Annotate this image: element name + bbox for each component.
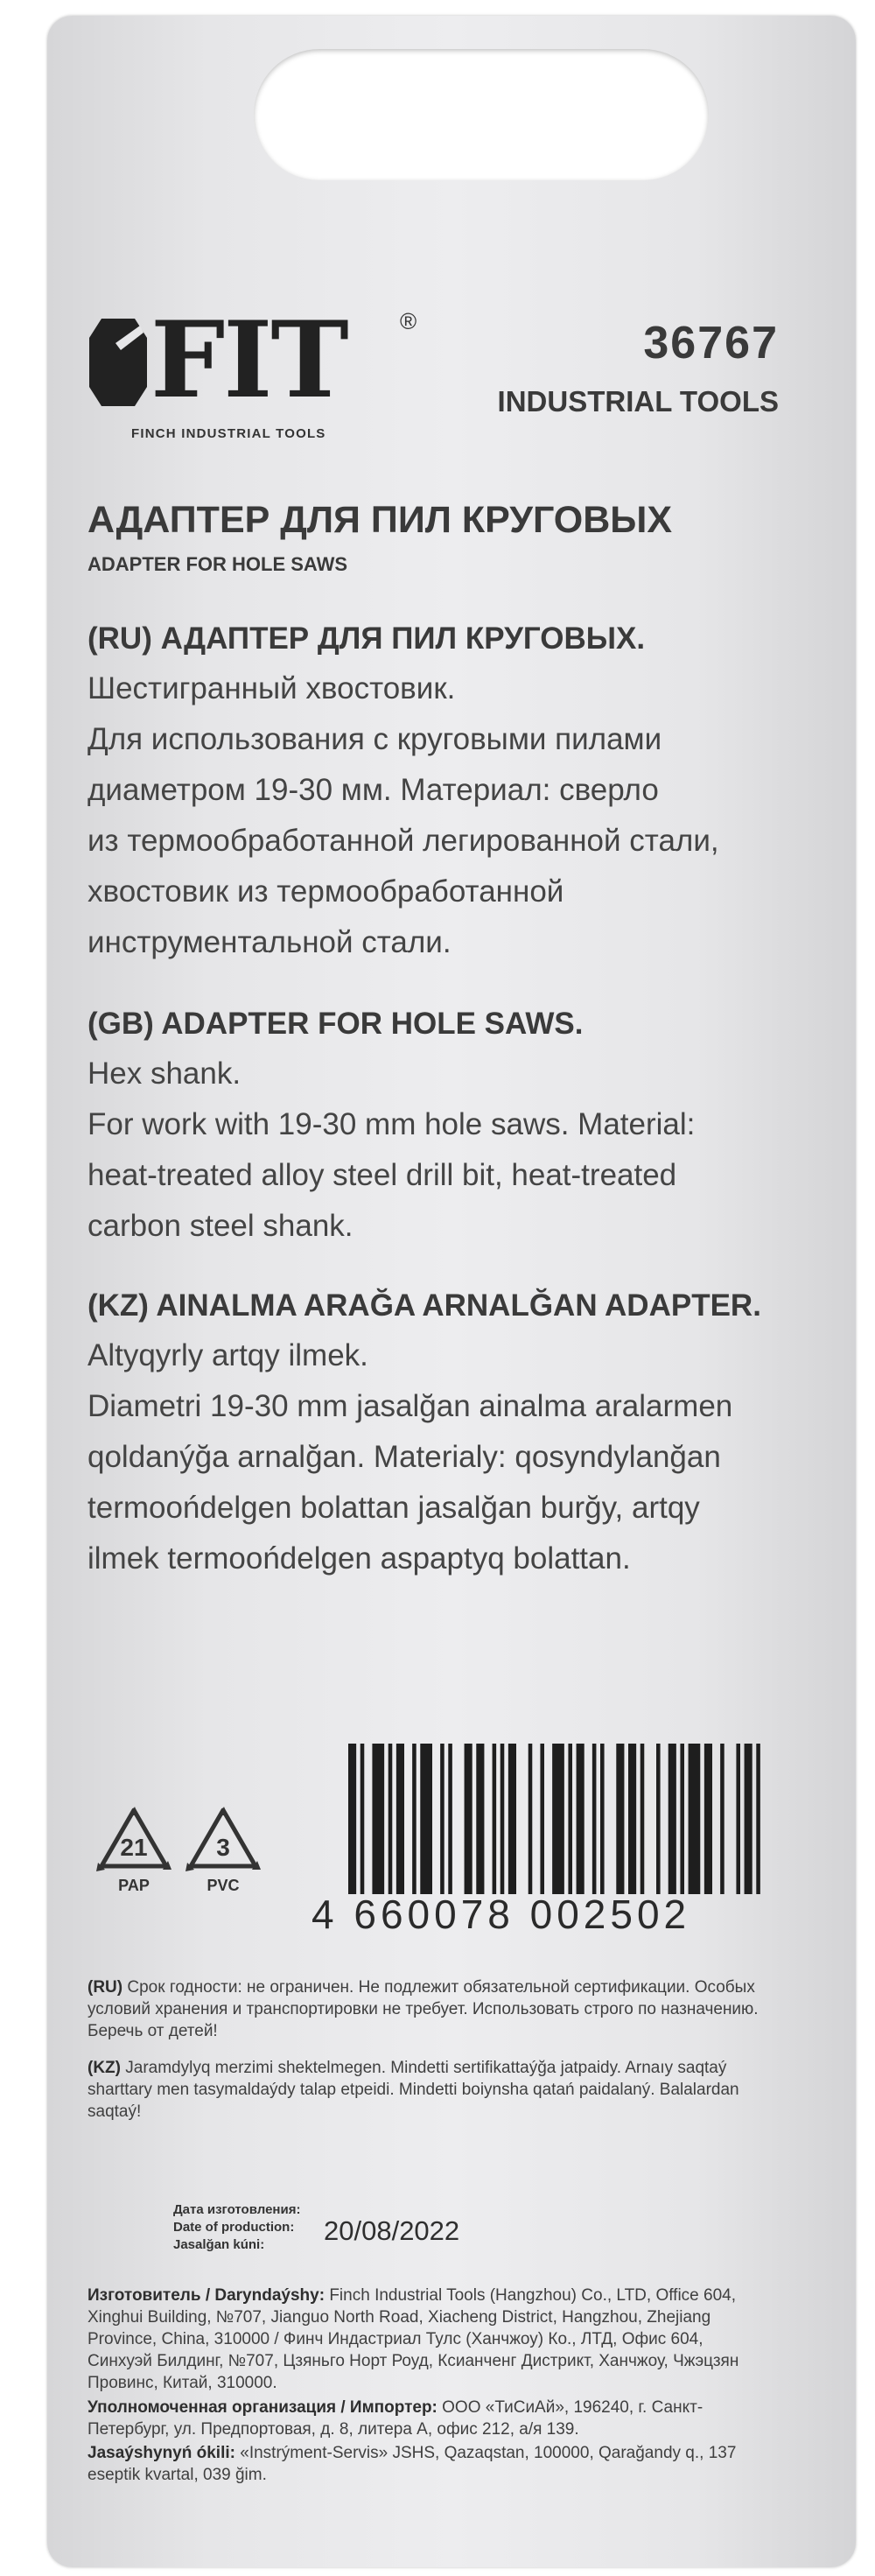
gb-description: Hex shank. For work with 19-30 mm hole saws. Material: heat-treated alloy steel drill bit, heat-treated carbon steel shank. (88, 1056, 696, 1243)
barcode-bar (508, 1744, 516, 1894)
manufacturer-text: Finch Industrial Tools (Hangzhou) Co., LTD, Office 604, Xinghui Building, №707, Jianguo North Road, Xiacheng District, Hangzhou, Zhejiang Province, China, 310000 / Финч Индастриал Тулс (Ханчжоу) Ко., ЛТД, Офис 604, Синхуэй Билдинг, №707, Цзяньго Норт Роуд, Ксианченг Дистрикт, Ханчжоу, Чжэцзян Провинс, Китай, 310000. (88, 2286, 739, 2392)
ean-barcode (348, 1744, 768, 1894)
barcode-bar (493, 1744, 497, 1894)
kz-heading: (KZ) AINALMA ARAĞA ARNALĞAN ADAPTER. (88, 1288, 761, 1323)
barcode-bar (592, 1744, 597, 1894)
barcode-bar (640, 1744, 645, 1894)
gb-heading: (GB) ADAPTER FOR HOLE SAWS. (88, 1007, 584, 1041)
barcode-bar (628, 1744, 636, 1894)
ru-description: Шестигранный хвостовик. Для использования с круговыми пилами диаметром 19-30 мм. Материал: сверло из термообработанной легированной стали, хвостовик из термообработанной инструментальной стали. (88, 671, 719, 959)
kz-tag: (KZ) (88, 2059, 121, 2077)
barcode-bar (440, 1744, 444, 1894)
barcode-bar (756, 1744, 760, 1894)
barcode-bar (360, 1744, 365, 1894)
pap-label: PAP (118, 1877, 150, 1894)
production-date: 20/08/2022 (324, 2215, 460, 2246)
barcode-bar (600, 1744, 605, 1894)
recycle-pvc-symbol (184, 1803, 262, 1894)
barcode-bar (388, 1744, 393, 1894)
kz-description: Altyqyrly artqy ilmek. Diametri 19-30 mm jasalğan ainalma aralarmen qoldanýğa arnalğan. Materialy: qosyndylanğan termoońdelgen bolattan jasalğan burğy, artqy ilmek termoońdelgen aspaptyq bolattan. (88, 1338, 733, 1576)
barcode-bar (668, 1744, 676, 1894)
ru-fine-text: Срок годности: не ограничен. Не подлежит обязательной сертификации. Особых условий хранения и транспортировки не требует. Использовать строго по назначению. Беречь от детей! (88, 1978, 759, 2040)
product-code: 36767 (643, 318, 779, 369)
date-label-ru: Дата изготовления: (173, 2202, 301, 2217)
recycle-triangle-icon (94, 1803, 173, 1882)
hang-hole (254, 49, 709, 180)
product-subtitle: ADAPTER FOR HOLE SAWS (88, 553, 348, 575)
barcode-bar (540, 1744, 544, 1894)
ru-heading: (RU) АДАПТЕР ДЛЯ ПИЛ КРУГОВЫХ. (88, 621, 646, 656)
production-date-labels (173, 2201, 300, 2254)
barcode-bar (412, 1744, 416, 1894)
barcode-bar (704, 1744, 712, 1894)
barcode-bar (689, 1744, 701, 1894)
registered-mark: ® (400, 308, 417, 334)
barcode-bar (616, 1744, 624, 1894)
date-label-en: Date of production: (173, 2220, 295, 2235)
barcode-bar (420, 1744, 432, 1894)
brand-subtitle: FINCH INDUSTRIAL TOOLS (131, 426, 326, 441)
barcode-bar (568, 1744, 572, 1894)
barcode-bar (745, 1744, 752, 1894)
barcode-bar (552, 1744, 564, 1894)
barcode-bar (528, 1744, 533, 1894)
kz-rep-text: «Instrýment-Servis» JSHS, Qazaqstan, 100000, Qarağandy q., 137 eseptik kvartal, 039 ğim. (88, 2444, 737, 2484)
pap-number: 21 (120, 1834, 148, 1861)
barcode-bar (720, 1744, 724, 1894)
barcode-bar (500, 1744, 505, 1894)
brand-name: FIT (150, 298, 347, 422)
manufacturer-info (88, 2285, 761, 2394)
ru-tag: (RU) (88, 1978, 123, 1997)
kz-representative-info (88, 2442, 761, 2486)
barcode-bar (396, 1744, 404, 1894)
kz-fine-print (88, 2057, 761, 2123)
barcode-bar (577, 1744, 584, 1894)
barcode-bar (736, 1744, 740, 1894)
barcode-bar (680, 1744, 684, 1894)
recycle-pap-symbol (94, 1803, 173, 1894)
barcode-bar (656, 1744, 661, 1894)
barcode-bar (476, 1744, 484, 1894)
industrial-tools-label: INDUSTRIAL TOOLS (497, 385, 779, 418)
manufacturer-label: Изготовитель / Daryndaýshy: (88, 2286, 326, 2305)
importer-label: Уполномоченная организация / Импортер: (88, 2398, 438, 2417)
importer-info (88, 2397, 761, 2440)
hex-wrench-icon (89, 319, 147, 406)
barcode-bar (372, 1744, 384, 1894)
product-title: АДАПТЕР ДЛЯ ПИЛ КРУГОВЫХ (88, 499, 673, 541)
kz-fine-text: Jaramdylyq merzimi shektelmegen. Mindetti sertifikattaýğa jatpaidy. Arnaıy saqtaý sharttary men tasymaldaýdy talap etpeidi. Mindetti boiynsha qatań paidalaný. Balalardan saqtaý! (88, 2059, 739, 2121)
barcode-bar (465, 1744, 472, 1894)
importer-text: ООО «ТиСиАй», 196240, г. Санкт-Петербург, ул. Предпортовая, д. 8, литера А, офис 212, а/я 139. (88, 2398, 704, 2439)
barcode-number: 4 660078 002502 (312, 1892, 691, 1937)
recycle-triangle-icon (184, 1803, 262, 1882)
pvc-number: 3 (216, 1834, 230, 1861)
date-label-kz: Jasalğan kúni: (173, 2237, 265, 2252)
ru-fine-print (88, 1976, 761, 2042)
kz-rep-label: Jasaýshynyń ókili: (88, 2444, 235, 2462)
barcode-bar (448, 1744, 452, 1894)
barcode-bar (348, 1744, 356, 1894)
pvc-label: PVC (206, 1877, 240, 1894)
